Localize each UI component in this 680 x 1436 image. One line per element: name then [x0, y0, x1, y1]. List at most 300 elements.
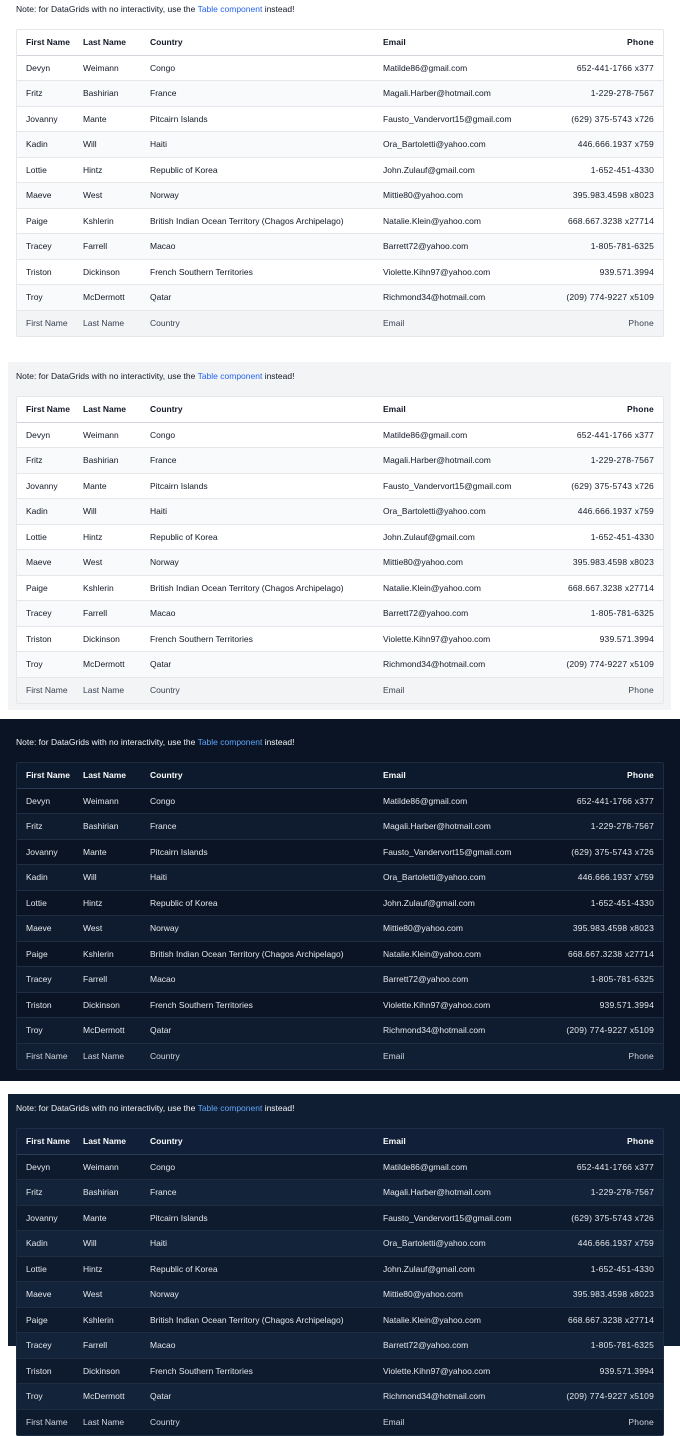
- cell-country: British Indian Ocean Territory (Chagos Archipelago): [150, 1314, 344, 1325]
- cell-phone: 1-652-451-4330: [590, 531, 654, 542]
- footer-row: [17, 678, 663, 704]
- cell-country: Republic of Korea: [150, 164, 218, 175]
- cell-email: Violette.Kihn97@yahoo.com: [383, 999, 491, 1010]
- cell-first-name: Jovanny: [26, 113, 58, 124]
- cell-country: Haiti: [150, 139, 168, 150]
- table-row: [17, 1155, 663, 1181]
- cell-phone: 395.983.4598 x8023: [572, 923, 654, 934]
- cell-country: French Southern Territories: [150, 266, 253, 277]
- cell-first-name: Triston: [26, 1365, 52, 1376]
- cell-first-name: Lottie: [26, 531, 47, 542]
- cell-country: Republic of Korea: [150, 531, 218, 542]
- table-row: [17, 285, 663, 311]
- cell-phone: (209) 774-9227 x5109: [566, 1025, 654, 1036]
- footer-cell-first-name: First Name: [26, 685, 68, 696]
- note-text: Note: for DataGrids with no interactivity, use the Table component instead!: [16, 371, 295, 381]
- cell-country: Haiti: [150, 506, 168, 517]
- cell-email: John.Zulauf@gmail.com: [383, 1263, 475, 1274]
- column-header-first-name[interactable]: First Name: [26, 1136, 70, 1147]
- cell-first-name: Troy: [26, 292, 43, 303]
- cell-email: Richmond34@hotmail.com: [383, 659, 486, 670]
- cell-first-name: Fritz: [26, 1187, 43, 1198]
- table-row: [17, 448, 663, 474]
- cell-last-name: Kshlerin: [83, 582, 114, 593]
- column-header-phone[interactable]: Phone: [627, 1136, 654, 1147]
- cell-last-name: McDermott: [83, 1025, 125, 1036]
- footer-cell-country: Country: [150, 1417, 180, 1428]
- cell-country: Norway: [150, 1289, 179, 1300]
- cell-country: Pitcairn Islands: [150, 1212, 208, 1223]
- cell-country: Pitcairn Islands: [150, 113, 208, 124]
- cell-last-name: Bashirian: [83, 821, 119, 832]
- table-row: [17, 1308, 663, 1334]
- cell-last-name: Kshlerin: [83, 215, 114, 226]
- cell-phone: 1-652-451-4330: [590, 164, 654, 175]
- table-row: [17, 1384, 663, 1410]
- cell-email: Natalie.Klein@yahoo.com: [383, 215, 481, 226]
- cell-first-name: Triston: [26, 999, 52, 1010]
- table-row: [17, 601, 663, 627]
- cell-first-name: Kadin: [26, 872, 48, 883]
- footer-cell-country: Country: [150, 1051, 180, 1062]
- cell-phone: (629) 375-5743 x726: [571, 113, 654, 124]
- cell-last-name: Bashirian: [83, 88, 119, 99]
- footer-cell-first-name: First Name: [26, 1051, 68, 1062]
- cell-country: Haiti: [150, 872, 168, 883]
- cell-last-name: West: [83, 190, 103, 201]
- table-row: [17, 499, 663, 525]
- cell-first-name: Troy: [26, 659, 43, 670]
- datagrid: [16, 1128, 664, 1436]
- table-row: [17, 627, 663, 653]
- cell-first-name: Fritz: [26, 455, 43, 466]
- cell-last-name: Weimann: [83, 429, 119, 440]
- datagrid: [16, 29, 664, 337]
- footer-cell-email: Email: [383, 685, 405, 696]
- cell-phone: (209) 774-9227 x5109: [566, 1391, 654, 1402]
- cell-country: France: [150, 88, 177, 99]
- cell-phone: 668.667.3238 x27714: [567, 582, 654, 593]
- cell-country: Congo: [150, 429, 176, 440]
- table-component-link[interactable]: Table component: [197, 1103, 263, 1113]
- cell-phone: 1-652-451-4330: [590, 1263, 654, 1274]
- cell-phone: 652-441-1766 x377: [576, 429, 654, 440]
- footer-cell-phone: Phone: [628, 1417, 654, 1428]
- column-header-country[interactable]: Country: [150, 37, 183, 48]
- footer-cell-first-name: First Name: [26, 318, 68, 329]
- cell-first-name: Triston: [26, 633, 52, 644]
- cell-phone: 1-229-278-7567: [590, 88, 654, 99]
- cell-email: John.Zulauf@gmail.com: [383, 531, 475, 542]
- footer-cell-email: Email: [383, 1417, 405, 1428]
- cell-country: France: [150, 1187, 177, 1198]
- cell-country: British Indian Ocean Territory (Chagos Archipelago): [150, 582, 344, 593]
- cell-phone: 395.983.4598 x8023: [572, 190, 654, 201]
- column-header-phone[interactable]: Phone: [627, 770, 654, 781]
- cell-last-name: Mante: [83, 480, 107, 491]
- cell-country: Haiti: [150, 1238, 168, 1249]
- cell-phone: 939.571.3994: [599, 633, 654, 644]
- cell-email: Mittie80@yahoo.com: [383, 923, 463, 934]
- footer-cell-phone: Phone: [628, 318, 654, 329]
- cell-last-name: Bashirian: [83, 1187, 119, 1198]
- header-row[interactable]: [17, 397, 663, 423]
- table-row: [17, 865, 663, 891]
- cell-last-name: McDermott: [83, 659, 125, 670]
- cell-last-name: Dickinson: [83, 633, 120, 644]
- table-row: [17, 1359, 663, 1385]
- cell-first-name: Paige: [26, 582, 48, 593]
- cell-country: Norway: [150, 190, 179, 201]
- datagrid: [16, 396, 664, 704]
- cell-phone: 1-229-278-7567: [590, 455, 654, 466]
- cell-first-name: Triston: [26, 266, 52, 277]
- footer-cell-country: Country: [150, 318, 180, 329]
- cell-email: Ora_Bartoletti@yahoo.com: [383, 1238, 486, 1249]
- datagrid-example-light-alt: [8, 362, 671, 710]
- table-row: [17, 158, 663, 184]
- table-row: [17, 1231, 663, 1257]
- cell-email: John.Zulauf@gmail.com: [383, 164, 475, 175]
- cell-last-name: Will: [83, 139, 97, 150]
- table-row: [17, 107, 663, 133]
- cell-email: Mittie80@yahoo.com: [383, 557, 463, 568]
- table-row: [17, 993, 663, 1019]
- cell-last-name: West: [83, 923, 103, 934]
- cell-country: Qatar: [150, 1025, 172, 1036]
- cell-phone: 939.571.3994: [599, 1365, 654, 1376]
- column-header-country[interactable]: Country: [150, 404, 183, 415]
- table-row: [17, 209, 663, 235]
- cell-phone: 939.571.3994: [599, 266, 654, 277]
- table-row: [17, 652, 663, 678]
- cell-country: Pitcairn Islands: [150, 480, 208, 491]
- cell-last-name: Dickinson: [83, 999, 120, 1010]
- datagrid: [16, 762, 664, 1070]
- header-row[interactable]: [17, 763, 663, 789]
- cell-email: Richmond34@hotmail.com: [383, 292, 486, 303]
- cell-email: Matilde86@gmail.com: [383, 62, 468, 73]
- cell-country: Macao: [150, 1340, 176, 1351]
- cell-phone: 446.666.1937 x759: [577, 872, 654, 883]
- cell-last-name: West: [83, 557, 103, 568]
- cell-first-name: Fritz: [26, 821, 43, 832]
- cell-last-name: Will: [83, 1238, 97, 1249]
- cell-phone: 652-441-1766 x377: [576, 795, 654, 806]
- cell-phone: 668.667.3238 x27714: [567, 215, 654, 226]
- cell-country: Congo: [150, 795, 176, 806]
- table-row: [17, 234, 663, 260]
- footer-row: [17, 1410, 663, 1436]
- cell-first-name: Tracey: [26, 1340, 52, 1351]
- column-header-last-name[interactable]: Last Name: [83, 770, 126, 781]
- cell-country: Norway: [150, 557, 179, 568]
- cell-first-name: Maeve: [26, 1289, 52, 1300]
- datagrid-example-dark: [0, 719, 680, 1081]
- cell-email: Barrett72@yahoo.com: [383, 1340, 469, 1351]
- table-component-link[interactable]: Table component: [197, 737, 263, 747]
- cell-email: Barrett72@yahoo.com: [383, 608, 469, 619]
- footer-row: [17, 1044, 663, 1070]
- cell-email: Richmond34@hotmail.com: [383, 1025, 486, 1036]
- cell-country: Qatar: [150, 292, 172, 303]
- cell-first-name: Devyn: [26, 429, 51, 440]
- cell-last-name: Weimann: [83, 795, 119, 806]
- cell-email: Fausto_Vandervort15@gmail.com: [383, 1212, 512, 1223]
- cell-email: Magali.Harber@hotmail.com: [383, 821, 491, 832]
- table-row: [17, 1257, 663, 1283]
- cell-first-name: Lottie: [26, 164, 47, 175]
- table-row: [17, 423, 663, 449]
- cell-last-name: Bashirian: [83, 455, 119, 466]
- footer-cell-phone: Phone: [628, 685, 654, 696]
- cell-phone: 395.983.4598 x8023: [572, 557, 654, 568]
- cell-first-name: Jovanny: [26, 480, 58, 491]
- cell-email: Violette.Kihn97@yahoo.com: [383, 266, 491, 277]
- footer-cell-country: Country: [150, 685, 180, 696]
- cell-email: Magali.Harber@hotmail.com: [383, 88, 491, 99]
- table-row: [17, 1333, 663, 1359]
- cell-last-name: McDermott: [83, 1391, 125, 1402]
- cell-last-name: Mante: [83, 113, 107, 124]
- cell-country: Qatar: [150, 659, 172, 670]
- cell-country: Pitcairn Islands: [150, 846, 208, 857]
- cell-phone: (629) 375-5743 x726: [571, 1212, 654, 1223]
- cell-last-name: Weimann: [83, 62, 119, 73]
- cell-email: Fausto_Vandervort15@gmail.com: [383, 113, 512, 124]
- column-header-last-name[interactable]: Last Name: [83, 404, 126, 415]
- cell-country: Macao: [150, 241, 176, 252]
- cell-last-name: Hintz: [83, 531, 103, 542]
- cell-email: Magali.Harber@hotmail.com: [383, 1187, 491, 1198]
- cell-country: French Southern Territories: [150, 1365, 253, 1376]
- cell-phone: 1-229-278-7567: [590, 821, 654, 832]
- cell-phone: 1-652-451-4330: [590, 897, 654, 908]
- cell-email: Matilde86@gmail.com: [383, 795, 468, 806]
- cell-email: Matilde86@gmail.com: [383, 429, 468, 440]
- table-row: [17, 1018, 663, 1044]
- table-row: [17, 840, 663, 866]
- column-header-country[interactable]: Country: [150, 1136, 183, 1147]
- cell-country: Congo: [150, 1161, 176, 1172]
- cell-phone: 395.983.4598 x8023: [572, 1289, 654, 1300]
- cell-email: Violette.Kihn97@yahoo.com: [383, 633, 491, 644]
- datagrid-example-light: [0, 0, 680, 353]
- table-row: [17, 576, 663, 602]
- cell-country: Congo: [150, 62, 176, 73]
- cell-first-name: Fritz: [26, 88, 43, 99]
- table-row: [17, 1282, 663, 1308]
- column-header-email[interactable]: Email: [383, 1136, 406, 1147]
- cell-first-name: Jovanny: [26, 846, 58, 857]
- cell-phone: 446.666.1937 x759: [577, 506, 654, 517]
- note-text: Note: for DataGrids with no interactivity, use the Table component instead!: [16, 737, 295, 747]
- cell-phone: 668.667.3238 x27714: [567, 1314, 654, 1325]
- cell-first-name: Kadin: [26, 506, 48, 517]
- cell-phone: 446.666.1937 x759: [577, 139, 654, 150]
- table-row: [17, 474, 663, 500]
- cell-country: France: [150, 821, 177, 832]
- table-row: [17, 132, 663, 158]
- column-header-country[interactable]: Country: [150, 770, 183, 781]
- cell-last-name: Dickinson: [83, 266, 120, 277]
- column-header-email[interactable]: Email: [383, 37, 406, 48]
- cell-phone: (629) 375-5743 x726: [571, 480, 654, 491]
- table-row: [17, 1180, 663, 1206]
- cell-email: Violette.Kihn97@yahoo.com: [383, 1365, 491, 1376]
- column-header-first-name[interactable]: First Name: [26, 404, 70, 415]
- column-header-last-name[interactable]: Last Name: [83, 37, 126, 48]
- cell-country: Republic of Korea: [150, 1263, 218, 1274]
- cell-email: Ora_Bartoletti@yahoo.com: [383, 506, 486, 517]
- cell-last-name: Kshlerin: [83, 1314, 114, 1325]
- cell-last-name: Will: [83, 872, 97, 883]
- cell-phone: 1-805-781-6325: [590, 974, 654, 985]
- column-header-last-name[interactable]: Last Name: [83, 1136, 126, 1147]
- cell-first-name: Lottie: [26, 897, 47, 908]
- cell-last-name: West: [83, 1289, 103, 1300]
- footer-cell-phone: Phone: [628, 1051, 654, 1062]
- cell-first-name: Maeve: [26, 190, 52, 201]
- cell-first-name: Devyn: [26, 62, 51, 73]
- table-row: [17, 260, 663, 286]
- cell-last-name: Mante: [83, 846, 107, 857]
- table-row: [17, 814, 663, 840]
- cell-email: Barrett72@yahoo.com: [383, 974, 469, 985]
- column-header-email[interactable]: Email: [383, 404, 406, 415]
- cell-first-name: Paige: [26, 1314, 48, 1325]
- cell-country: France: [150, 455, 177, 466]
- cell-phone: 939.571.3994: [599, 999, 654, 1010]
- table-row: [17, 1206, 663, 1232]
- cell-first-name: Paige: [26, 215, 48, 226]
- footer-cell-last-name: Last Name: [83, 1417, 125, 1428]
- cell-email: Magali.Harber@hotmail.com: [383, 455, 491, 466]
- cell-phone: (209) 774-9227 x5109: [566, 659, 654, 670]
- cell-first-name: Tracey: [26, 974, 52, 985]
- cell-email: Ora_Bartoletti@yahoo.com: [383, 139, 486, 150]
- footer-row: [17, 311, 663, 337]
- cell-country: French Southern Territories: [150, 999, 253, 1010]
- table-row: [17, 916, 663, 942]
- cell-phone: 1-805-781-6325: [590, 608, 654, 619]
- cell-email: Natalie.Klein@yahoo.com: [383, 1314, 481, 1325]
- cell-last-name: Farrell: [83, 608, 108, 619]
- cell-email: John.Zulauf@gmail.com: [383, 897, 475, 908]
- column-header-first-name[interactable]: First Name: [26, 37, 70, 48]
- cell-email: Mittie80@yahoo.com: [383, 190, 463, 201]
- cell-country: Macao: [150, 608, 176, 619]
- cell-last-name: Weimann: [83, 1161, 119, 1172]
- cell-country: Norway: [150, 923, 179, 934]
- column-header-first-name[interactable]: First Name: [26, 770, 70, 781]
- cell-last-name: Will: [83, 506, 97, 517]
- cell-email: Barrett72@yahoo.com: [383, 241, 469, 252]
- cell-phone: 1-805-781-6325: [590, 1340, 654, 1351]
- cell-first-name: Devyn: [26, 1161, 51, 1172]
- cell-country: Republic of Korea: [150, 897, 218, 908]
- column-header-email[interactable]: Email: [383, 770, 406, 781]
- table-row: [17, 789, 663, 815]
- column-header-phone[interactable]: Phone: [627, 37, 654, 48]
- cell-first-name: Devyn: [26, 795, 51, 806]
- cell-email: Ora_Bartoletti@yahoo.com: [383, 872, 486, 883]
- note-text: Note: for DataGrids with no interactivity, use the Table component instead!: [16, 1103, 295, 1113]
- cell-phone: 446.666.1937 x759: [577, 1238, 654, 1249]
- footer-cell-first-name: First Name: [26, 1417, 68, 1428]
- datagrid-example-dark-alt: [8, 1094, 680, 1428]
- table-row: [17, 891, 663, 917]
- cell-first-name: Kadin: [26, 139, 48, 150]
- table-row: [17, 525, 663, 551]
- cell-last-name: Hintz: [83, 164, 103, 175]
- table-row: [17, 56, 663, 82]
- column-header-phone[interactable]: Phone: [627, 404, 654, 415]
- header-row[interactable]: [17, 30, 663, 56]
- cell-first-name: Paige: [26, 948, 48, 959]
- cell-last-name: Hintz: [83, 897, 103, 908]
- cell-email: Natalie.Klein@yahoo.com: [383, 948, 481, 959]
- cell-first-name: Lottie: [26, 1263, 47, 1274]
- cell-phone: 1-229-278-7567: [590, 1187, 654, 1198]
- cell-first-name: Maeve: [26, 557, 52, 568]
- cell-first-name: Kadin: [26, 1238, 48, 1249]
- cell-last-name: Farrell: [83, 974, 108, 985]
- cell-country: French Southern Territories: [150, 633, 253, 644]
- cell-first-name: Troy: [26, 1025, 43, 1036]
- cell-email: Fausto_Vandervort15@gmail.com: [383, 480, 512, 491]
- cell-first-name: Tracey: [26, 241, 52, 252]
- table-row: [17, 550, 663, 576]
- cell-email: Natalie.Klein@yahoo.com: [383, 582, 481, 593]
- cell-country: Qatar: [150, 1391, 172, 1402]
- table-component-link[interactable]: Table component: [197, 4, 263, 14]
- header-row[interactable]: [17, 1129, 663, 1155]
- table-row: [17, 183, 663, 209]
- cell-phone: (629) 375-5743 x726: [571, 846, 654, 857]
- note-text: Note: for DataGrids with no interactivity, use the Table component instead!: [16, 4, 295, 14]
- cell-email: Matilde86@gmail.com: [383, 1161, 468, 1172]
- cell-last-name: Mante: [83, 1212, 107, 1223]
- table-row: [17, 81, 663, 107]
- cell-email: Mittie80@yahoo.com: [383, 1289, 463, 1300]
- cell-last-name: Dickinson: [83, 1365, 120, 1376]
- cell-country: British Indian Ocean Territory (Chagos Archipelago): [150, 948, 344, 959]
- cell-first-name: Tracey: [26, 608, 52, 619]
- footer-cell-email: Email: [383, 318, 405, 329]
- cell-phone: 652-441-1766 x377: [576, 62, 654, 73]
- cell-country: British Indian Ocean Territory (Chagos Archipelago): [150, 215, 344, 226]
- cell-last-name: Farrell: [83, 241, 108, 252]
- cell-phone: (209) 774-9227 x5109: [566, 292, 654, 303]
- table-row: [17, 967, 663, 993]
- footer-cell-email: Email: [383, 1051, 405, 1062]
- cell-email: Fausto_Vandervort15@gmail.com: [383, 846, 512, 857]
- cell-phone: 652-441-1766 x377: [576, 1161, 654, 1172]
- cell-last-name: McDermott: [83, 292, 125, 303]
- footer-cell-last-name: Last Name: [83, 685, 125, 696]
- cell-email: Richmond34@hotmail.com: [383, 1391, 486, 1402]
- table-component-link[interactable]: Table component: [197, 371, 263, 381]
- footer-cell-last-name: Last Name: [83, 1051, 125, 1062]
- cell-phone: 1-805-781-6325: [590, 241, 654, 252]
- cell-last-name: Farrell: [83, 1340, 108, 1351]
- cell-first-name: Jovanny: [26, 1212, 58, 1223]
- cell-phone: 668.667.3238 x27714: [567, 948, 654, 959]
- cell-first-name: Troy: [26, 1391, 43, 1402]
- cell-first-name: Maeve: [26, 923, 52, 934]
- cell-last-name: Hintz: [83, 1263, 103, 1274]
